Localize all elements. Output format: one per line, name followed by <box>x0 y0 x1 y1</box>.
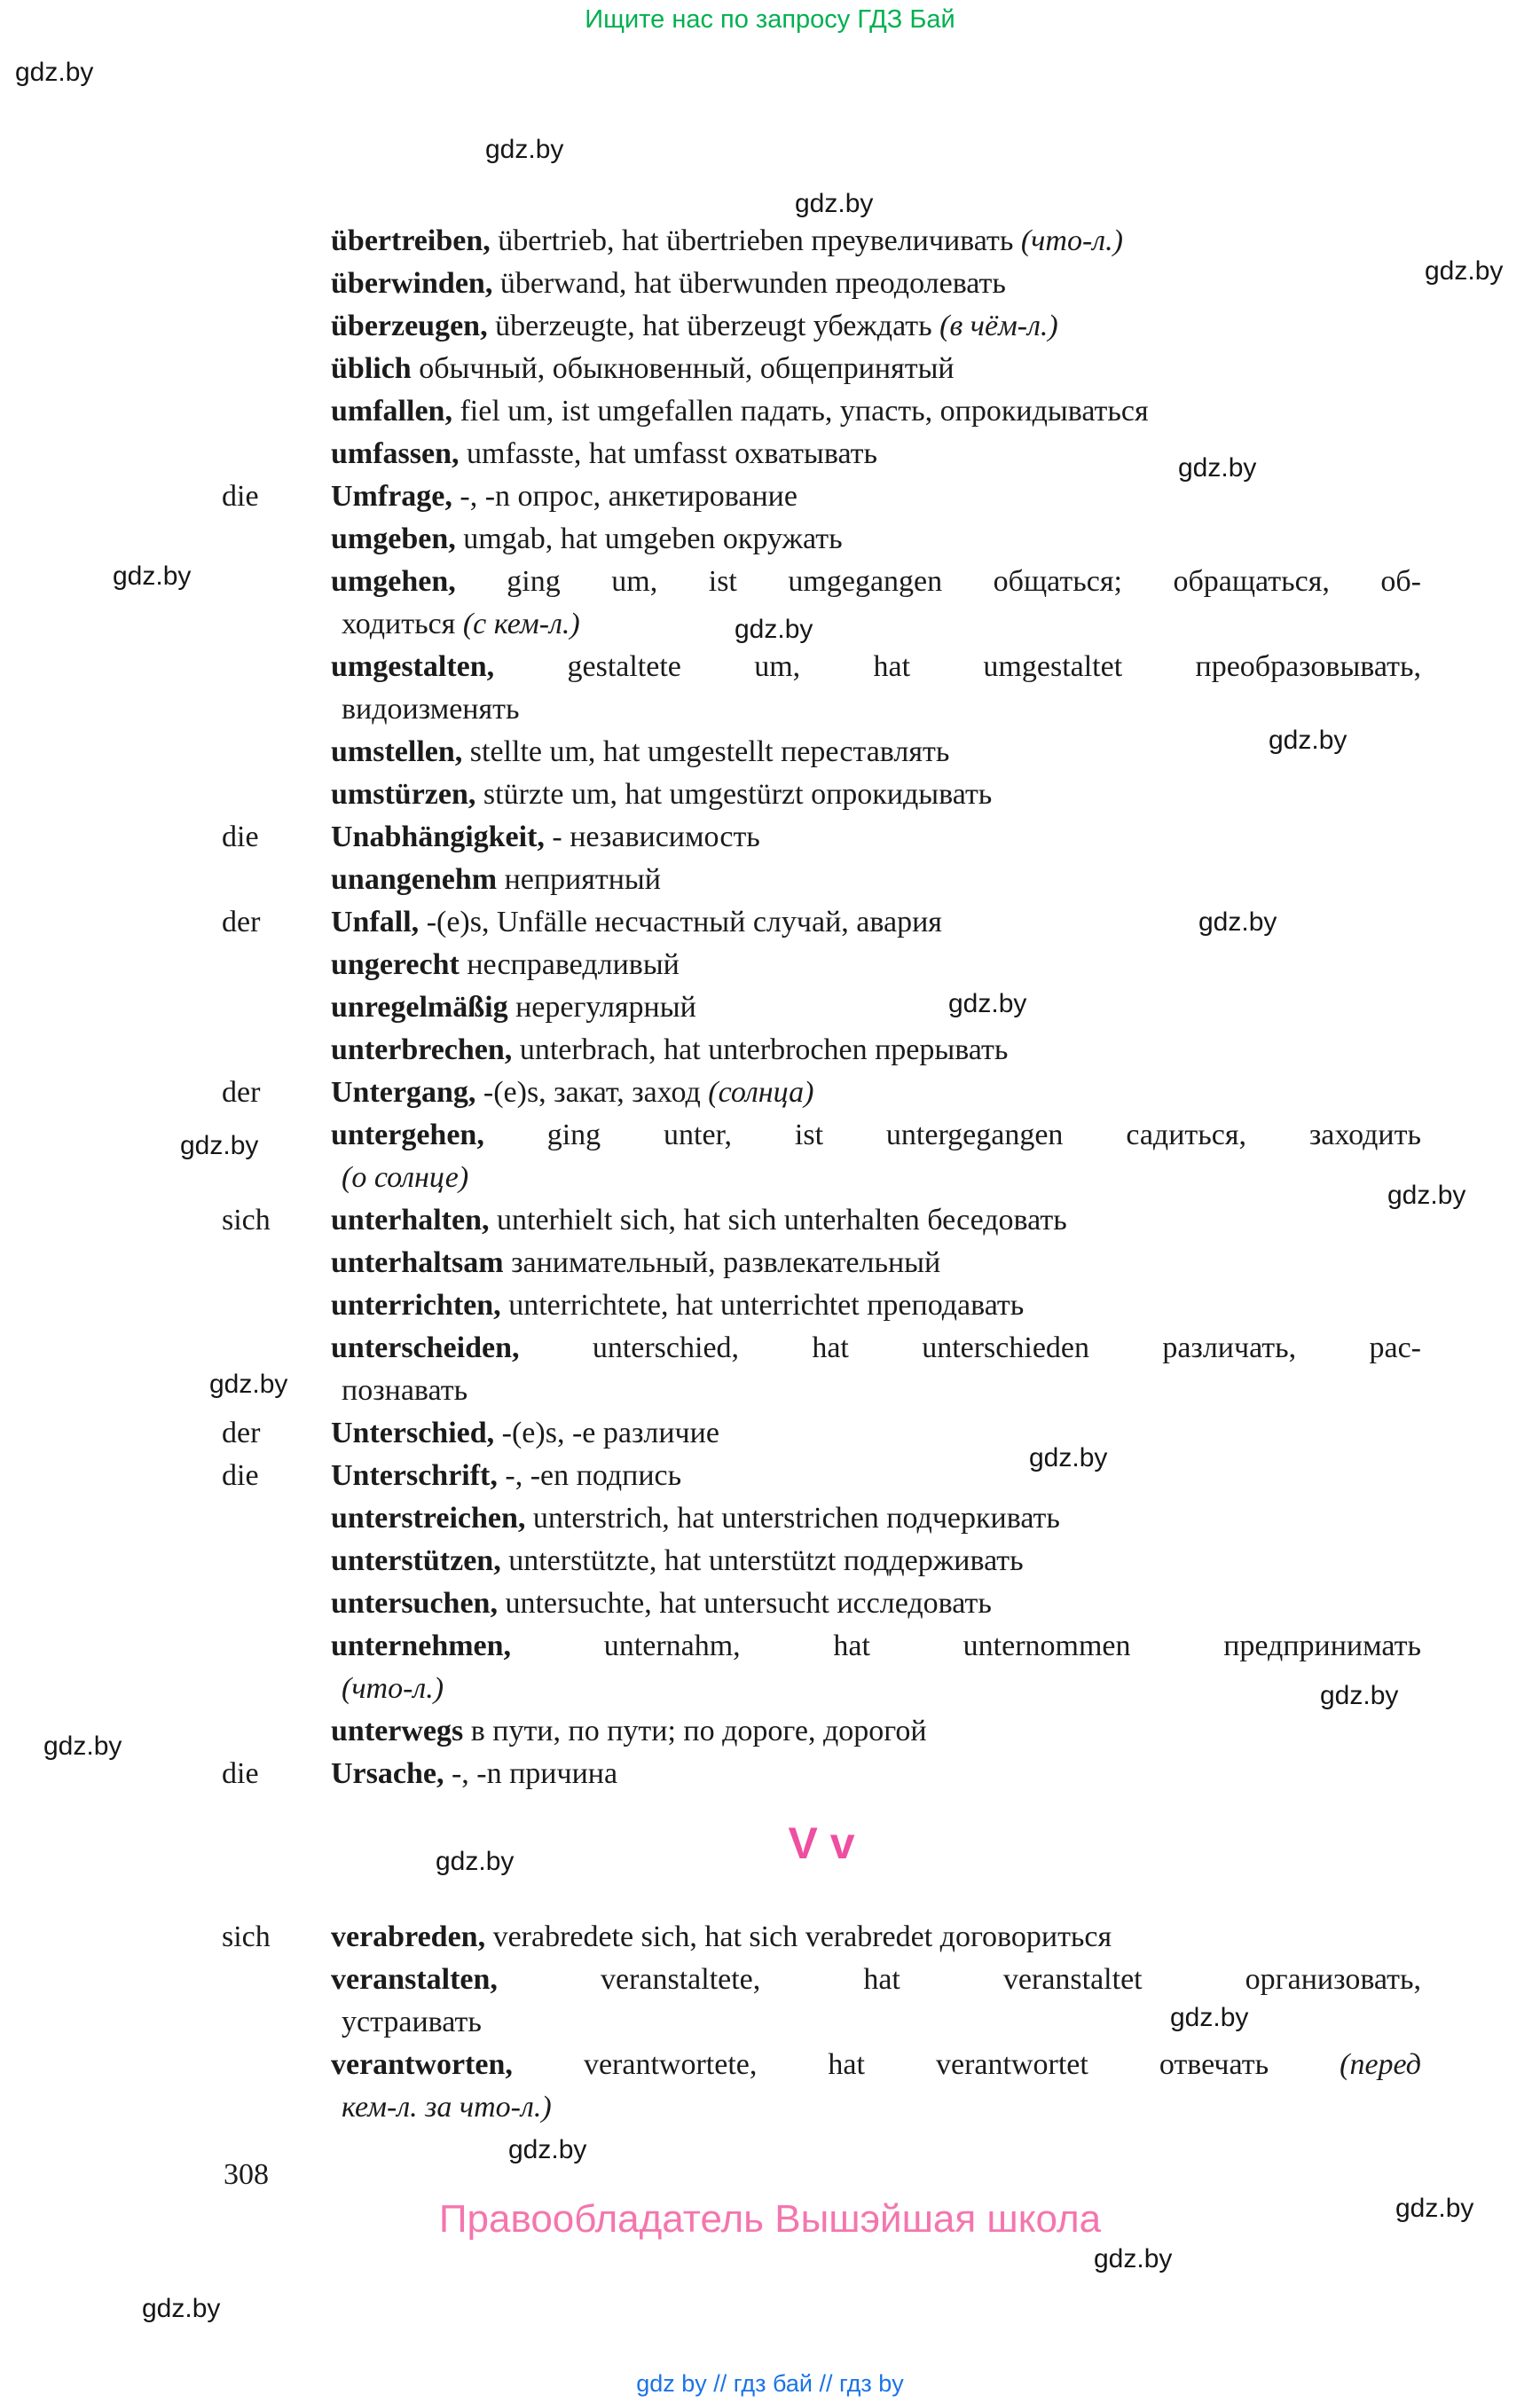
promo-banner-text: Ищите нас по запросу ГДЗ Бай <box>585 5 955 34</box>
entry-text: gestaltete um, hat umgestaltet преобразовывать, <box>494 650 1421 683</box>
entry-body <box>331 1710 1421 1753</box>
entry-text: -(e)s, закат, заход <box>475 1076 709 1109</box>
entry-article: sich <box>222 1204 271 1237</box>
entry-article <box>222 561 331 646</box>
dictionary-entry <box>222 1916 1421 1959</box>
entry-headword: überwinden, <box>331 267 493 300</box>
entry-line <box>331 774 1421 816</box>
entry-headword: veranstalten, <box>331 1963 498 1996</box>
watermark: gdz.by <box>1395 2194 1474 2223</box>
entry-line <box>331 1114 1421 1157</box>
entry-article: der <box>222 1417 261 1449</box>
entry-text: unterschied, hat unterschieden различать, рас- <box>519 1331 1421 1364</box>
entry-line <box>331 1242 1421 1284</box>
entry-line <box>331 263 1421 305</box>
watermark: gdz.by <box>485 135 564 164</box>
entry-text: unterstrich, hat unterstrichen подчеркивать <box>525 1502 1060 1535</box>
entry-italic-note: (в чём-л.) <box>939 310 1058 342</box>
entry-line <box>331 1157 1421 1199</box>
entry-body <box>331 859 1421 901</box>
entry-article <box>222 1284 331 1327</box>
entry-line <box>331 731 1421 774</box>
entry-headword: Ursache, <box>331 1757 444 1790</box>
entry-text: видоизменять <box>342 693 520 726</box>
entry-body <box>331 646 1421 731</box>
entry-text: untersuchte, hat untersucht исследовать <box>497 1587 992 1620</box>
entry-headword: verabreden, <box>331 1920 486 1953</box>
entry-body <box>331 263 1421 305</box>
entry-article <box>222 986 331 1029</box>
dictionary-entry <box>222 1582 1421 1625</box>
entry-body <box>331 518 1421 561</box>
entry-headword: verantworten, <box>331 2048 513 2081</box>
entry-headword: untergehen, <box>331 1119 484 1151</box>
entry-headword: umfassen, <box>331 437 460 470</box>
entry-article: sich <box>222 1920 271 1953</box>
entry-line <box>331 518 1421 561</box>
dictionary-entries-v <box>222 1916 1421 2129</box>
entry-text: unternahm, hat unternommen предпринимать <box>511 1629 1421 1662</box>
entry-headword: unterhaltsam <box>331 1246 504 1279</box>
entry-article <box>222 1625 331 1710</box>
entry-italic-note: кем-л. за что-л.) <box>342 2091 552 2124</box>
dictionary-entry <box>222 901 1421 944</box>
entry-text: несправедливый <box>459 948 680 981</box>
dictionary-entry <box>222 859 1421 901</box>
dictionary-entry <box>222 944 1421 986</box>
entry-text: ging um, ist umgegangen общаться; обращаться, об- <box>455 565 1421 598</box>
entry-line <box>331 688 1421 731</box>
dictionary-entry <box>222 731 1421 774</box>
entry-text: überwand, hat überwunden преодолевать <box>492 267 1006 300</box>
entry-article <box>222 518 331 561</box>
entry-text: ging unter, ist untergegangen садиться, заходить <box>483 1119 1421 1151</box>
entry-body <box>331 1625 1421 1710</box>
entry-text: познавать <box>342 1374 468 1407</box>
entry-text: verabredete sich, hat sich verabredet договориться <box>485 1920 1112 1953</box>
entry-body <box>331 1114 1421 1199</box>
entry-line <box>331 646 1421 688</box>
page-number: 308 <box>224 2158 269 2191</box>
entry-line <box>331 1710 1421 1753</box>
entry-line <box>331 348 1421 390</box>
watermark: gdz.by <box>142 2294 221 2323</box>
entry-line <box>331 1412 1421 1455</box>
dictionary-section <box>222 220 1421 2129</box>
dictionary-entry <box>222 986 1421 1029</box>
entry-italic-note: (что-л.) <box>342 1672 444 1705</box>
entry-article <box>222 1582 331 1625</box>
dictionary-entry <box>222 1959 1421 2044</box>
entry-text: -(e)s, -e различие <box>494 1417 719 1449</box>
entry-headword: umstürzen, <box>331 778 476 811</box>
entry-text: -, -en подпись <box>497 1459 682 1492</box>
entry-italic-note: (что-л.) <box>1020 224 1123 257</box>
entry-line <box>331 1284 1421 1327</box>
entry-article <box>222 220 331 263</box>
watermark: gdz.by <box>1029 1443 1108 1472</box>
dictionary-entry <box>222 1114 1421 1199</box>
entry-article <box>222 1710 331 1753</box>
entry-text: übertrieb, hat übertrieben преувеличивать <box>490 224 1021 257</box>
entry-headword: Unterschied, <box>331 1417 495 1449</box>
entry-headword: unterrichten, <box>331 1289 501 1322</box>
entry-article <box>222 1497 331 1540</box>
entry-text: -, -n опрос, анкетирование <box>452 480 798 513</box>
dictionary-entry <box>222 1625 1421 1710</box>
watermark: gdz.by <box>113 561 192 591</box>
entry-line <box>331 1029 1421 1072</box>
entry-headword: Unabhängigkeit, <box>331 821 545 853</box>
entry-body <box>331 1582 1421 1625</box>
dictionary-entry <box>222 1540 1421 1582</box>
entry-article <box>222 1540 331 1582</box>
entry-body <box>331 2044 1421 2129</box>
entry-headword: Unterschrift, <box>331 1459 498 1492</box>
entry-line <box>331 859 1421 901</box>
entry-headword: umgeben, <box>331 522 456 555</box>
footer-link[interactable]: gdz by <box>636 2370 707 2397</box>
dictionary-entry <box>222 433 1421 475</box>
dictionary-entry <box>222 263 1421 305</box>
entry-body <box>331 816 1421 859</box>
entry-body <box>331 944 1421 986</box>
entry-headword: unregelmäßig <box>331 991 508 1024</box>
entry-line <box>331 816 1421 859</box>
entry-line <box>331 986 1421 1029</box>
watermark: gdz.by <box>1178 453 1257 483</box>
entry-body <box>331 1412 1421 1455</box>
entry-text: verantwortete, hat verantwortet отвечать <box>512 2048 1340 2081</box>
entry-text: занимательный, развлекательный <box>503 1246 941 1279</box>
entry-headword: Unfall, <box>331 906 420 938</box>
footer-link[interactable]: гдз бай <box>733 2370 813 2397</box>
entry-italic-note: (с кем-л.) <box>462 608 580 640</box>
watermark: gdz.by <box>1425 256 1504 286</box>
dictionary-entry <box>222 1327 1421 1412</box>
watermark: gdz.by <box>948 989 1027 1018</box>
entry-body <box>331 1284 1421 1327</box>
watermark: gdz.by <box>735 615 813 644</box>
entry-body <box>331 901 1421 944</box>
watermark: gdz.by <box>15 58 94 87</box>
entry-body <box>331 731 1421 774</box>
entry-italic-note: (солнца) <box>708 1076 814 1109</box>
dictionary-entry <box>222 1199 1421 1242</box>
entry-article <box>222 1242 331 1284</box>
entry-line <box>331 1370 1421 1412</box>
entry-article: der <box>222 906 261 938</box>
entry-body <box>331 433 1421 475</box>
entry-line <box>331 220 1421 263</box>
watermark: gdz.by <box>180 1131 259 1160</box>
footer-links <box>0 2368 1540 2399</box>
entry-line <box>331 1072 1421 1114</box>
entry-line <box>331 305 1421 348</box>
entry-headword: überzeugen, <box>331 310 488 342</box>
entry-text: unterrichtete, hat unterrichtet преподавать <box>500 1289 1025 1322</box>
entry-headword: unterstreichen, <box>331 1502 526 1535</box>
entry-text: umfasste, hat umfasst охватывать <box>459 437 878 470</box>
dictionary-entries-u <box>222 220 1421 1795</box>
entry-body <box>331 1327 1421 1412</box>
entry-line <box>331 1668 1421 1710</box>
entry-article: der <box>222 1076 261 1109</box>
dictionary-entry <box>222 1029 1421 1072</box>
entry-line <box>331 1753 1421 1795</box>
entry-line <box>331 1199 1421 1242</box>
entry-article <box>222 390 331 433</box>
section-header-v: V v <box>788 1818 855 1868</box>
dictionary-entry <box>222 390 1421 433</box>
entry-body <box>331 774 1421 816</box>
entry-article <box>222 1959 331 2044</box>
entry-line <box>331 390 1421 433</box>
entry-headword: umfallen, <box>331 395 452 428</box>
dictionary-entry <box>222 348 1421 390</box>
watermark: gdz.by <box>209 1370 288 1399</box>
entry-body <box>331 390 1421 433</box>
watermark: gdz.by <box>1198 907 1277 937</box>
dictionary-entry <box>222 816 1421 859</box>
entry-body <box>331 1916 1421 1959</box>
entry-text: в пути, по пути; по дороге, дорогой <box>463 1715 927 1747</box>
dictionary-entry <box>222 561 1421 646</box>
entry-text: - независимость <box>544 821 760 853</box>
entry-headword: Umfrage, <box>331 480 452 513</box>
entry-article <box>222 1029 331 1072</box>
entry-line <box>331 1916 1421 1959</box>
entry-italic-note: (перед <box>1340 2048 1421 2081</box>
entry-article <box>222 859 331 901</box>
entry-article <box>222 348 331 390</box>
entry-headword: umgehen, <box>331 565 456 598</box>
entry-body <box>331 1497 1421 1540</box>
entry-article <box>222 263 331 305</box>
entry-text: stellte um, hat umgestellt переставлять <box>462 735 950 768</box>
dictionary-entry <box>222 1710 1421 1753</box>
entry-text: unterbrach, hat unterbrochen прерывать <box>512 1033 1009 1066</box>
entry-line <box>331 2044 1421 2086</box>
entry-line <box>331 1959 1421 2001</box>
entry-line <box>331 2086 1421 2129</box>
entry-body <box>331 1540 1421 1582</box>
entry-headword: unterstützen, <box>331 1544 501 1577</box>
entry-article <box>222 2044 331 2129</box>
dictionary-entry <box>222 1072 1421 1114</box>
entry-text: umgab, hat umgeben окружать <box>455 522 843 555</box>
entry-line <box>331 1327 1421 1370</box>
watermark: gdz.by <box>1094 2244 1173 2273</box>
entry-line <box>331 1497 1421 1540</box>
entry-article <box>222 433 331 475</box>
footer-link-separator: // <box>812 2370 839 2397</box>
entry-text: -(e)s, Unfälle несчастный случай, авария <box>419 906 942 938</box>
entry-headword: unterwegs <box>331 1715 464 1747</box>
watermark: gdz.by <box>436 1847 515 1876</box>
entry-line <box>331 1582 1421 1625</box>
entry-text: fiel um, ist umgefallen падать, упасть, опрокидываться <box>452 395 1149 428</box>
dictionary-entry <box>222 305 1421 348</box>
entry-body <box>331 986 1421 1029</box>
entry-body <box>331 220 1421 263</box>
watermark: gdz.by <box>1387 1181 1466 1210</box>
entry-body <box>331 1753 1421 1795</box>
entry-headword: unterhalten, <box>331 1204 490 1237</box>
dictionary-entry <box>222 646 1421 731</box>
footer-link-separator: // <box>706 2370 734 2397</box>
entry-text: нерегулярный <box>507 991 696 1024</box>
entry-article: die <box>222 480 259 513</box>
entry-headword: umstellen, <box>331 735 463 768</box>
entry-article <box>222 774 331 816</box>
entry-line <box>331 433 1421 475</box>
entry-text: veranstaltete, hat veranstaltet организовать, <box>497 1963 1421 1996</box>
watermark: gdz.by <box>1269 726 1348 755</box>
watermark: gdz.by <box>43 1732 122 1761</box>
entry-article <box>222 944 331 986</box>
entry-italic-note: (о солнце) <box>342 1161 469 1194</box>
entry-text: обычный, обыкновенный, общепринятый <box>411 352 955 385</box>
entry-body <box>331 1029 1421 1072</box>
entry-article <box>222 1327 331 1412</box>
entry-headword: umgestalten, <box>331 650 495 683</box>
dictionary-entry <box>222 2044 1421 2129</box>
dictionary-entry <box>222 774 1421 816</box>
entry-body <box>331 305 1421 348</box>
entry-text: unterhielt sich, hat sich unterhalten беседовать <box>489 1204 1067 1237</box>
entry-headword: unangenehm <box>331 863 498 896</box>
entry-body <box>331 1959 1421 2044</box>
entry-headword: unternehmen, <box>331 1629 512 1662</box>
entry-line <box>331 1540 1421 1582</box>
dictionary-entry <box>222 1753 1421 1795</box>
entry-body <box>331 561 1421 646</box>
entry-line <box>331 901 1421 944</box>
entry-line <box>331 944 1421 986</box>
watermark: gdz.by <box>1170 2003 1249 2032</box>
entry-article: die <box>222 1757 259 1790</box>
entry-text: -, -n причина <box>444 1757 618 1790</box>
entry-article <box>222 1114 331 1199</box>
watermark: gdz.by <box>508 2135 587 2164</box>
copyright-notice: Правообладатель Вышэйшая школа <box>438 2197 1102 2241</box>
dictionary-entry <box>222 475 1421 518</box>
entry-line <box>331 1455 1421 1497</box>
entry-headword: üblich <box>331 352 412 385</box>
dictionary-entry <box>222 518 1421 561</box>
entry-text: неприятный <box>497 863 661 896</box>
entry-text: unterstützte, hat unterstützt поддерживать <box>500 1544 1024 1577</box>
entry-body <box>331 1242 1421 1284</box>
entry-text: ходиться <box>342 608 463 640</box>
entry-line <box>331 561 1421 603</box>
entry-text: überzeugte, hat überzeugt убеждать <box>487 310 940 342</box>
entry-article <box>222 305 331 348</box>
dictionary-entry <box>222 1284 1421 1327</box>
watermark: gdz.by <box>1320 1681 1399 1710</box>
dictionary-entry <box>222 1242 1421 1284</box>
entry-headword: untersuchen, <box>331 1587 498 1620</box>
entry-line <box>331 475 1421 518</box>
entry-line <box>331 603 1421 646</box>
entry-headword: Untergang, <box>331 1076 476 1109</box>
watermark: gdz.by <box>795 189 874 218</box>
entry-headword: übertreiben, <box>331 224 491 257</box>
entry-line <box>331 1625 1421 1668</box>
dictionary-entry <box>222 1497 1421 1540</box>
entry-body <box>331 348 1421 390</box>
entry-line <box>331 2001 1421 2044</box>
entry-headword: unterbrechen, <box>331 1033 513 1066</box>
entry-body <box>331 475 1421 518</box>
entry-body <box>331 1199 1421 1242</box>
footer-link[interactable]: гдз by <box>839 2370 904 2397</box>
entry-body <box>331 1455 1421 1497</box>
entry-headword: ungerecht <box>331 948 460 981</box>
dictionary-entry <box>222 220 1421 263</box>
entry-text: устраивать <box>342 2006 482 2038</box>
entry-article: die <box>222 1459 259 1492</box>
entry-text: stürzte um, hat umgestürzt опрокидывать <box>475 778 993 811</box>
entry-article <box>222 646 331 731</box>
dictionary-entry <box>222 1412 1421 1455</box>
entry-article: die <box>222 821 259 853</box>
entry-body <box>331 1072 1421 1114</box>
entry-headword: unterscheiden, <box>331 1331 520 1364</box>
dictionary-entry <box>222 1455 1421 1497</box>
entry-article <box>222 731 331 774</box>
